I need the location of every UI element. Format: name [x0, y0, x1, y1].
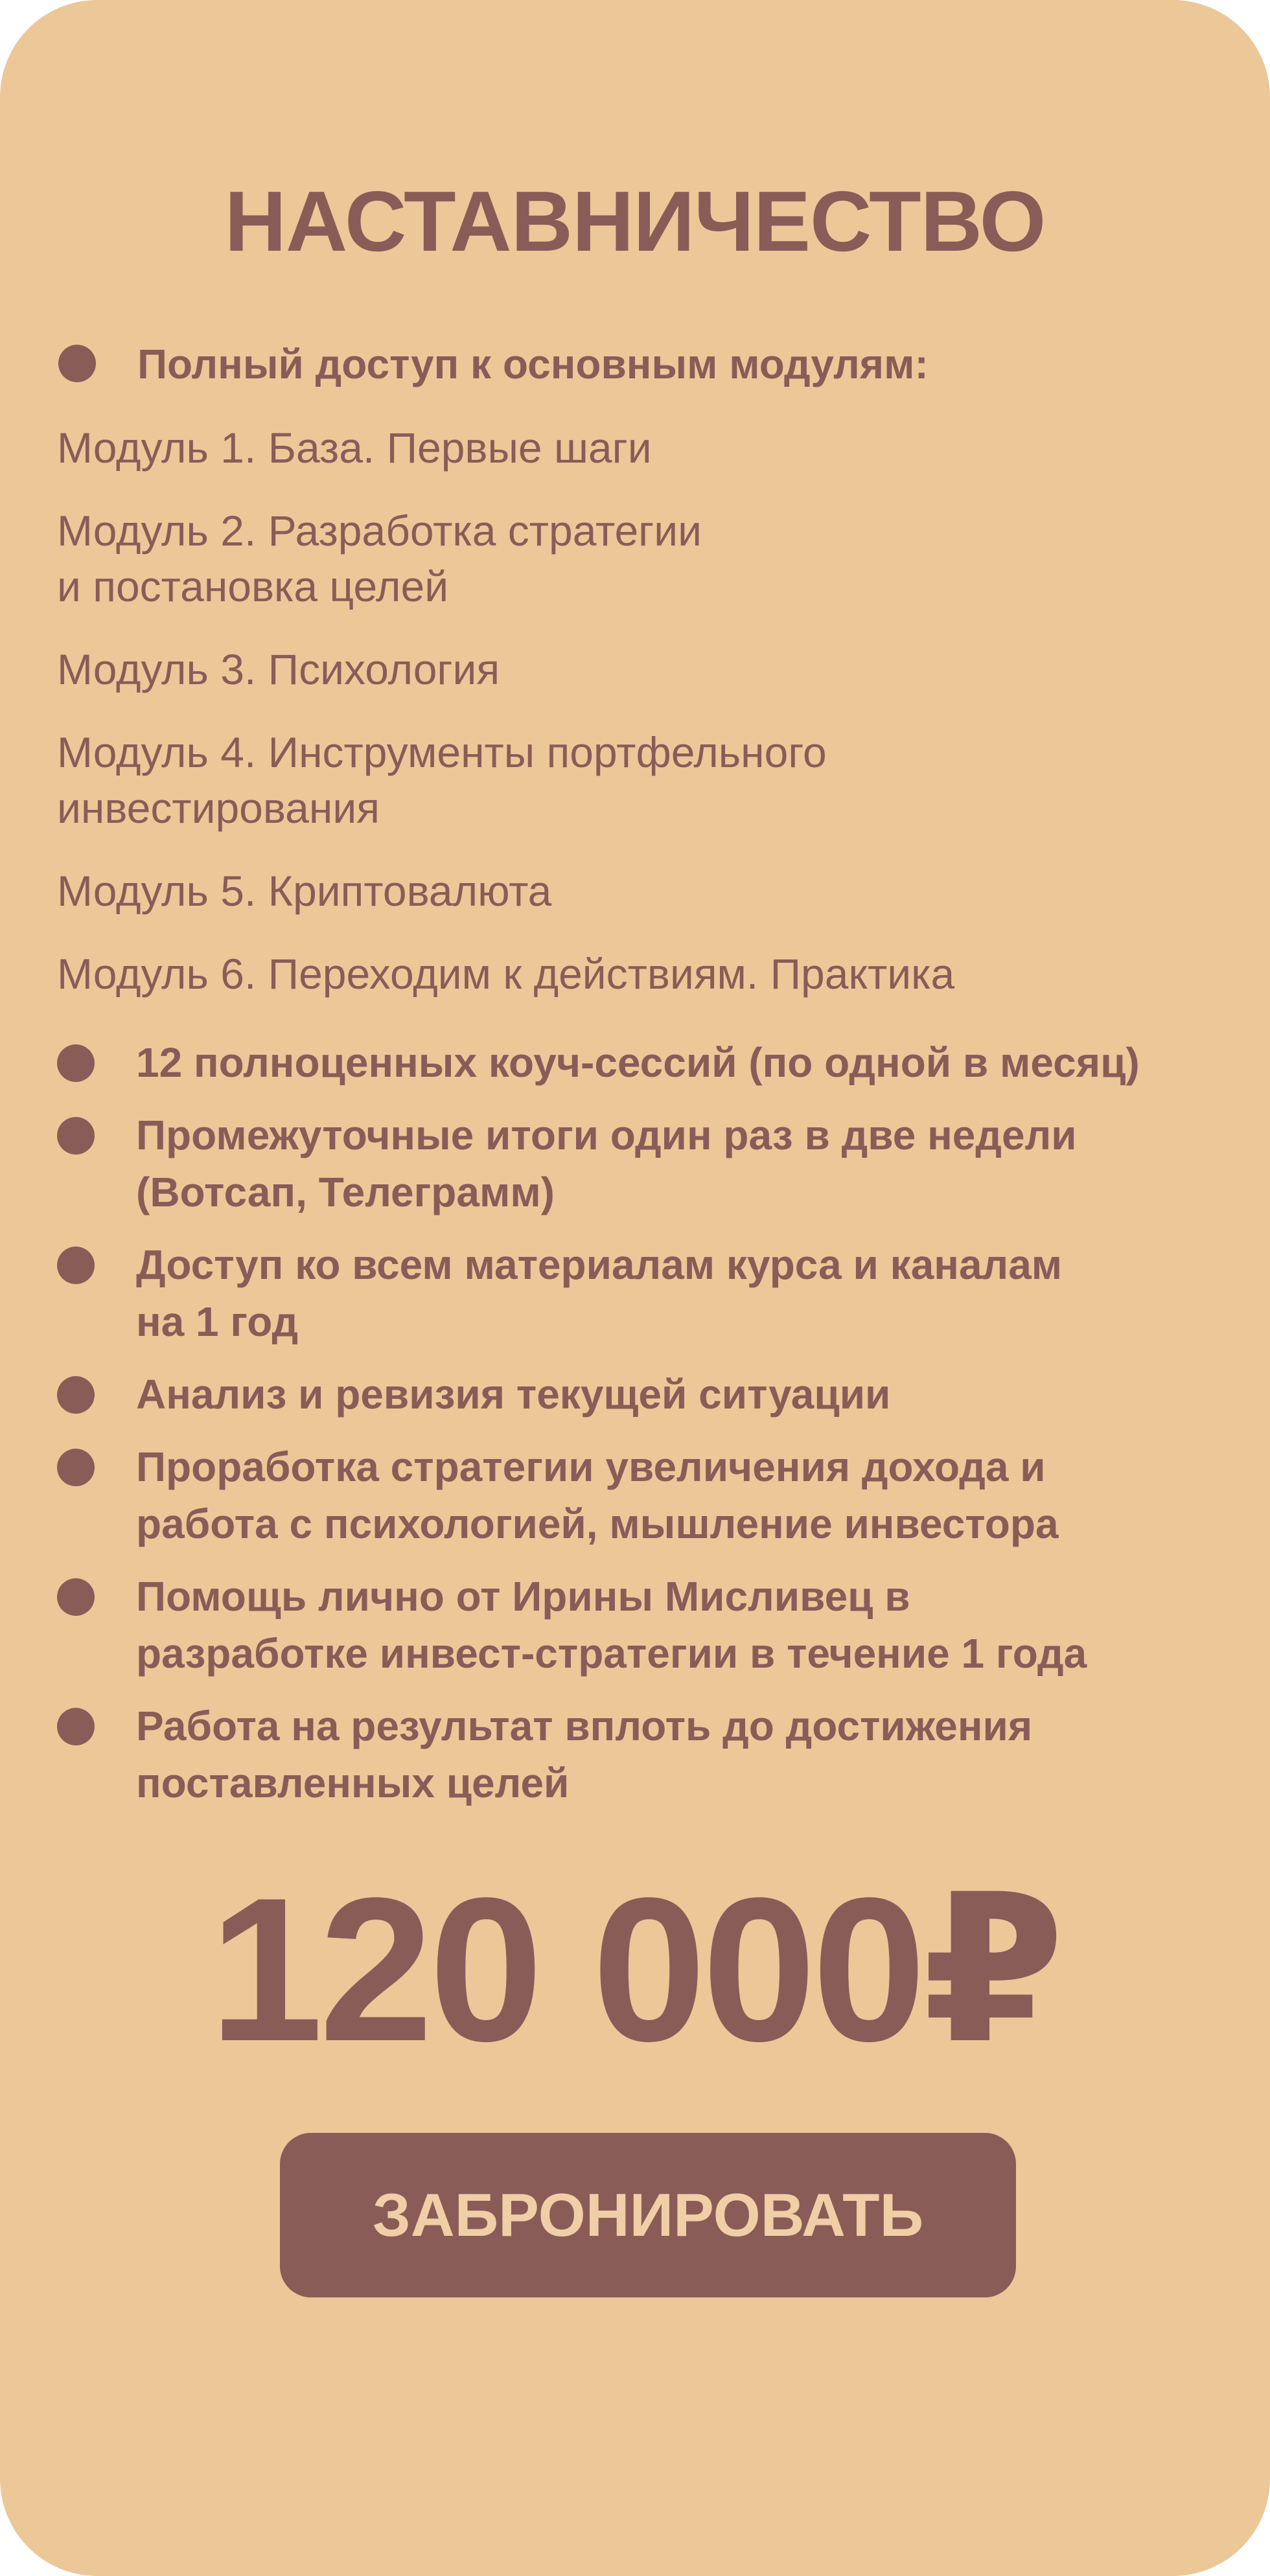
module-line: Модуль 6. Переходим к действиям. Практика	[57, 950, 955, 998]
feature-line: поставленных целей	[136, 1760, 570, 1806]
feature-item	[57, 1366, 1243, 1423]
feature-line: разработке инвест-стратегии в течение 1 года	[136, 1630, 1087, 1677]
bullet-icon	[57, 1247, 95, 1284]
lead-item-label: Полный доступ к основным модулям:	[137, 341, 929, 387]
feature-line: Помощь лично от Ирины Мисливец в	[136, 1573, 910, 1620]
module-item	[57, 946, 1223, 1002]
price: 120 000₽	[209, 1855, 1061, 2084]
bullet-icon	[57, 1044, 95, 1082]
feature-line: 12 полноценных коуч-сессий (по одной в месяц)	[136, 1039, 1140, 1086]
module-line: Модуль 2. Разработка стратегии	[57, 507, 702, 555]
feature-line: Проработка стратегии увеличения дохода и	[136, 1443, 1046, 1490]
module-item	[57, 641, 1223, 697]
feature-line: Работа на результат вплоть до достижения	[136, 1703, 1033, 1749]
feature-line: работа с психологией, мышление инвестора	[136, 1501, 1059, 1547]
feature-item	[57, 1438, 1243, 1552]
feature-line: Промежуточные итоги один раз в две недели	[136, 1112, 1077, 1158]
feature-item	[57, 1697, 1243, 1811]
module-line: инвестирования	[57, 784, 380, 832]
module-item	[57, 420, 1223, 476]
feature-line: Анализ и ревизия текущей ситуации	[136, 1371, 891, 1418]
bullet-icon	[57, 1708, 95, 1745]
module-line: и постановка целей	[57, 562, 449, 610]
feature-line: Доступ ко всем материалам курса и каналам	[136, 1241, 1063, 1288]
bullet-icon	[58, 345, 96, 382]
bullet-icon	[57, 1117, 95, 1155]
feature-item	[57, 1236, 1243, 1350]
module-item	[57, 863, 1223, 919]
feature-item	[57, 1034, 1243, 1091]
bullet-icon	[57, 1578, 95, 1616]
module-line: Модуль 4. Инструменты портфельного	[57, 728, 827, 776]
feature-line: (Вотсап, Телеграмм)	[136, 1169, 555, 1215]
bullet-icon	[57, 1376, 95, 1414]
feature-item	[57, 1568, 1243, 1682]
module-line: Модуль 1. База. Первые шаги	[57, 424, 652, 472]
card-title: НАСТАВНИЧЕСТВО	[224, 174, 1046, 269]
module-item	[57, 724, 1223, 836]
feature-line: на 1 год	[136, 1298, 299, 1345]
bullet-icon	[57, 1449, 95, 1486]
module-list	[57, 420, 1223, 1029]
feature-list	[57, 1034, 1243, 1827]
module-line: Модуль 5. Криптовалюта	[57, 867, 552, 915]
book-button[interactable]: ЗАБРОНИРОВАТЬ	[280, 2133, 1016, 2297]
module-item	[57, 503, 1223, 614]
feature-item	[57, 1107, 1243, 1221]
module-line: Модуль 3. Психология	[57, 645, 500, 693]
